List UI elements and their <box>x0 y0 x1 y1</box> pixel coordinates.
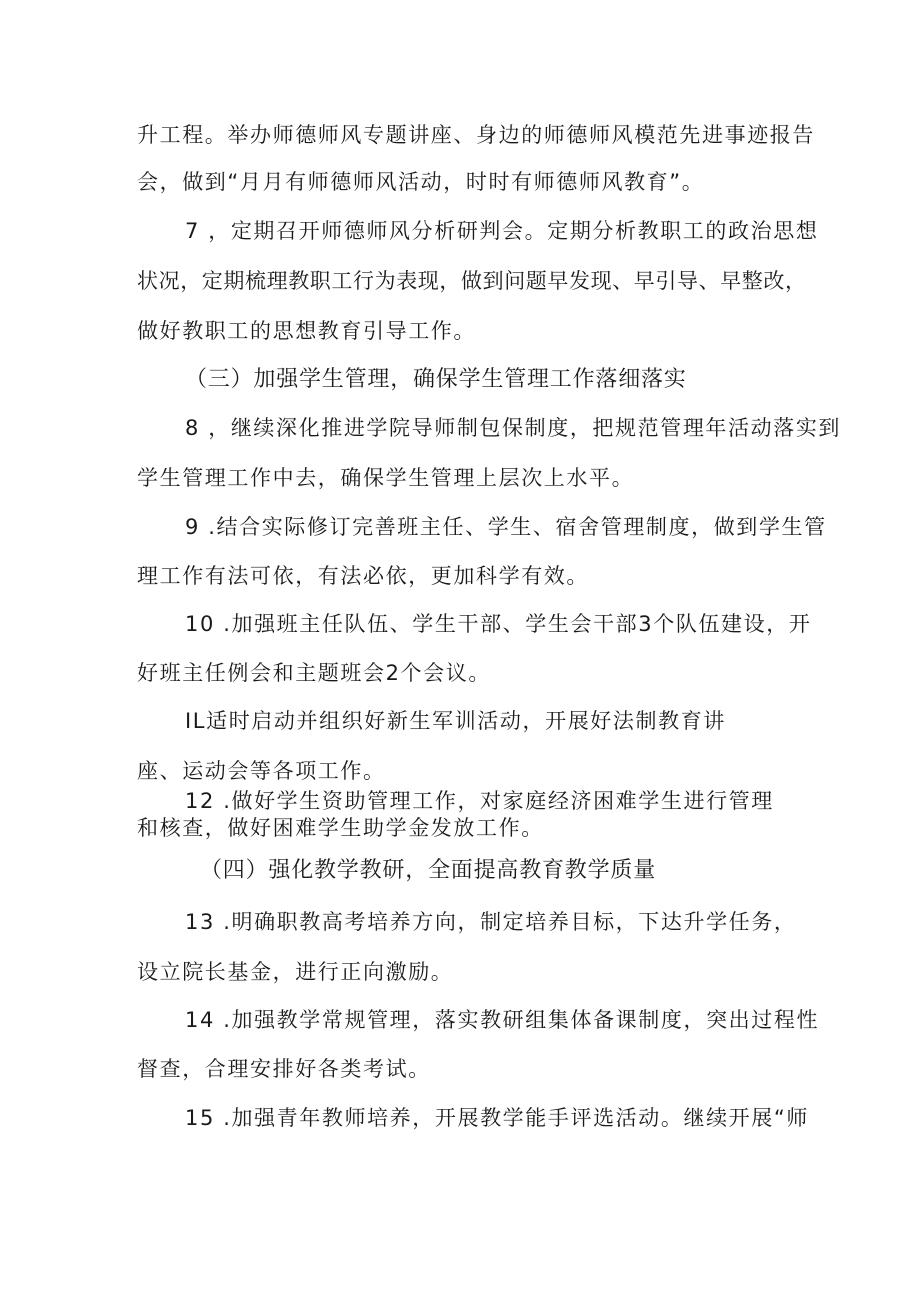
paragraph-line: 好班主任例会和主题班会2个会议。 <box>137 661 491 685</box>
paragraph-line: 7 ，定期召开师德师风分析研判会。定期分析教职工的政治思想 <box>185 219 819 243</box>
paragraph-line: 学生管理工作中去，确保学生管理上层次上水平。 <box>137 466 635 490</box>
paragraph-line: 12 .做好学生资助管理工作，对家庭经济困难学生进行管理 <box>185 789 774 813</box>
paragraph-line: 座、运动会等各项工作。 <box>137 759 386 783</box>
paragraph-line: 升工程。举办师德师风专题讲座、身边的师德师风模范先进事迹报告 <box>137 123 815 147</box>
paragraph-line: 设立院长基金，进行正向激励。 <box>137 960 454 984</box>
section-heading-4: （四）强化教学教研，全面提高教育教学质量 <box>200 858 657 883</box>
paragraph-line: 15 .加强青年教师培养，开展教学能手评选活动。继续开展“师 <box>185 1106 809 1130</box>
paragraph-line: 14 .加强教学常规管理，落实教研组集体备课制度，突出过程性 <box>185 1008 820 1032</box>
paragraph-line: 8 ，继续深化推进学院导师制包保制度，把规范管理年活动落实到 <box>185 416 842 440</box>
paragraph-line: 13 .明确职教高考培养方向，制定培养目标，下达升学任务， <box>185 910 797 934</box>
paragraph-line: IL适时启动并组织好新生军训活动，开展好法制教育讲 <box>185 709 726 733</box>
paragraph-line: 10 .加强班主任队伍、学生干部、学生会干部3个队伍建设，开 <box>185 612 812 636</box>
paragraph-line: 理工作有法可依，有法必依，更加科学有效。 <box>137 564 589 588</box>
paragraph-line: 和核查，做好困难学生助学金发放工作。 <box>137 816 544 840</box>
paragraph-line: 会，做到“月月有师德师风活动，时时有师德师风教育”。 <box>137 170 705 194</box>
paragraph-line: 9 .结合实际修订完善班主任、学生、宿舍管理制度，做到学生管 <box>185 515 827 539</box>
section-heading-3: （三）加强学生管理，确保学生管理工作落细落实 <box>185 367 687 392</box>
paragraph-line: 督查，合理安排好各类考试。 <box>137 1057 431 1081</box>
paragraph-line: 状况，定期梳理教职工行为表现，做到问题早发现、早引导、早整改， <box>137 269 807 293</box>
paragraph-line: 做好教职工的思想教育引导工作。 <box>137 319 476 343</box>
